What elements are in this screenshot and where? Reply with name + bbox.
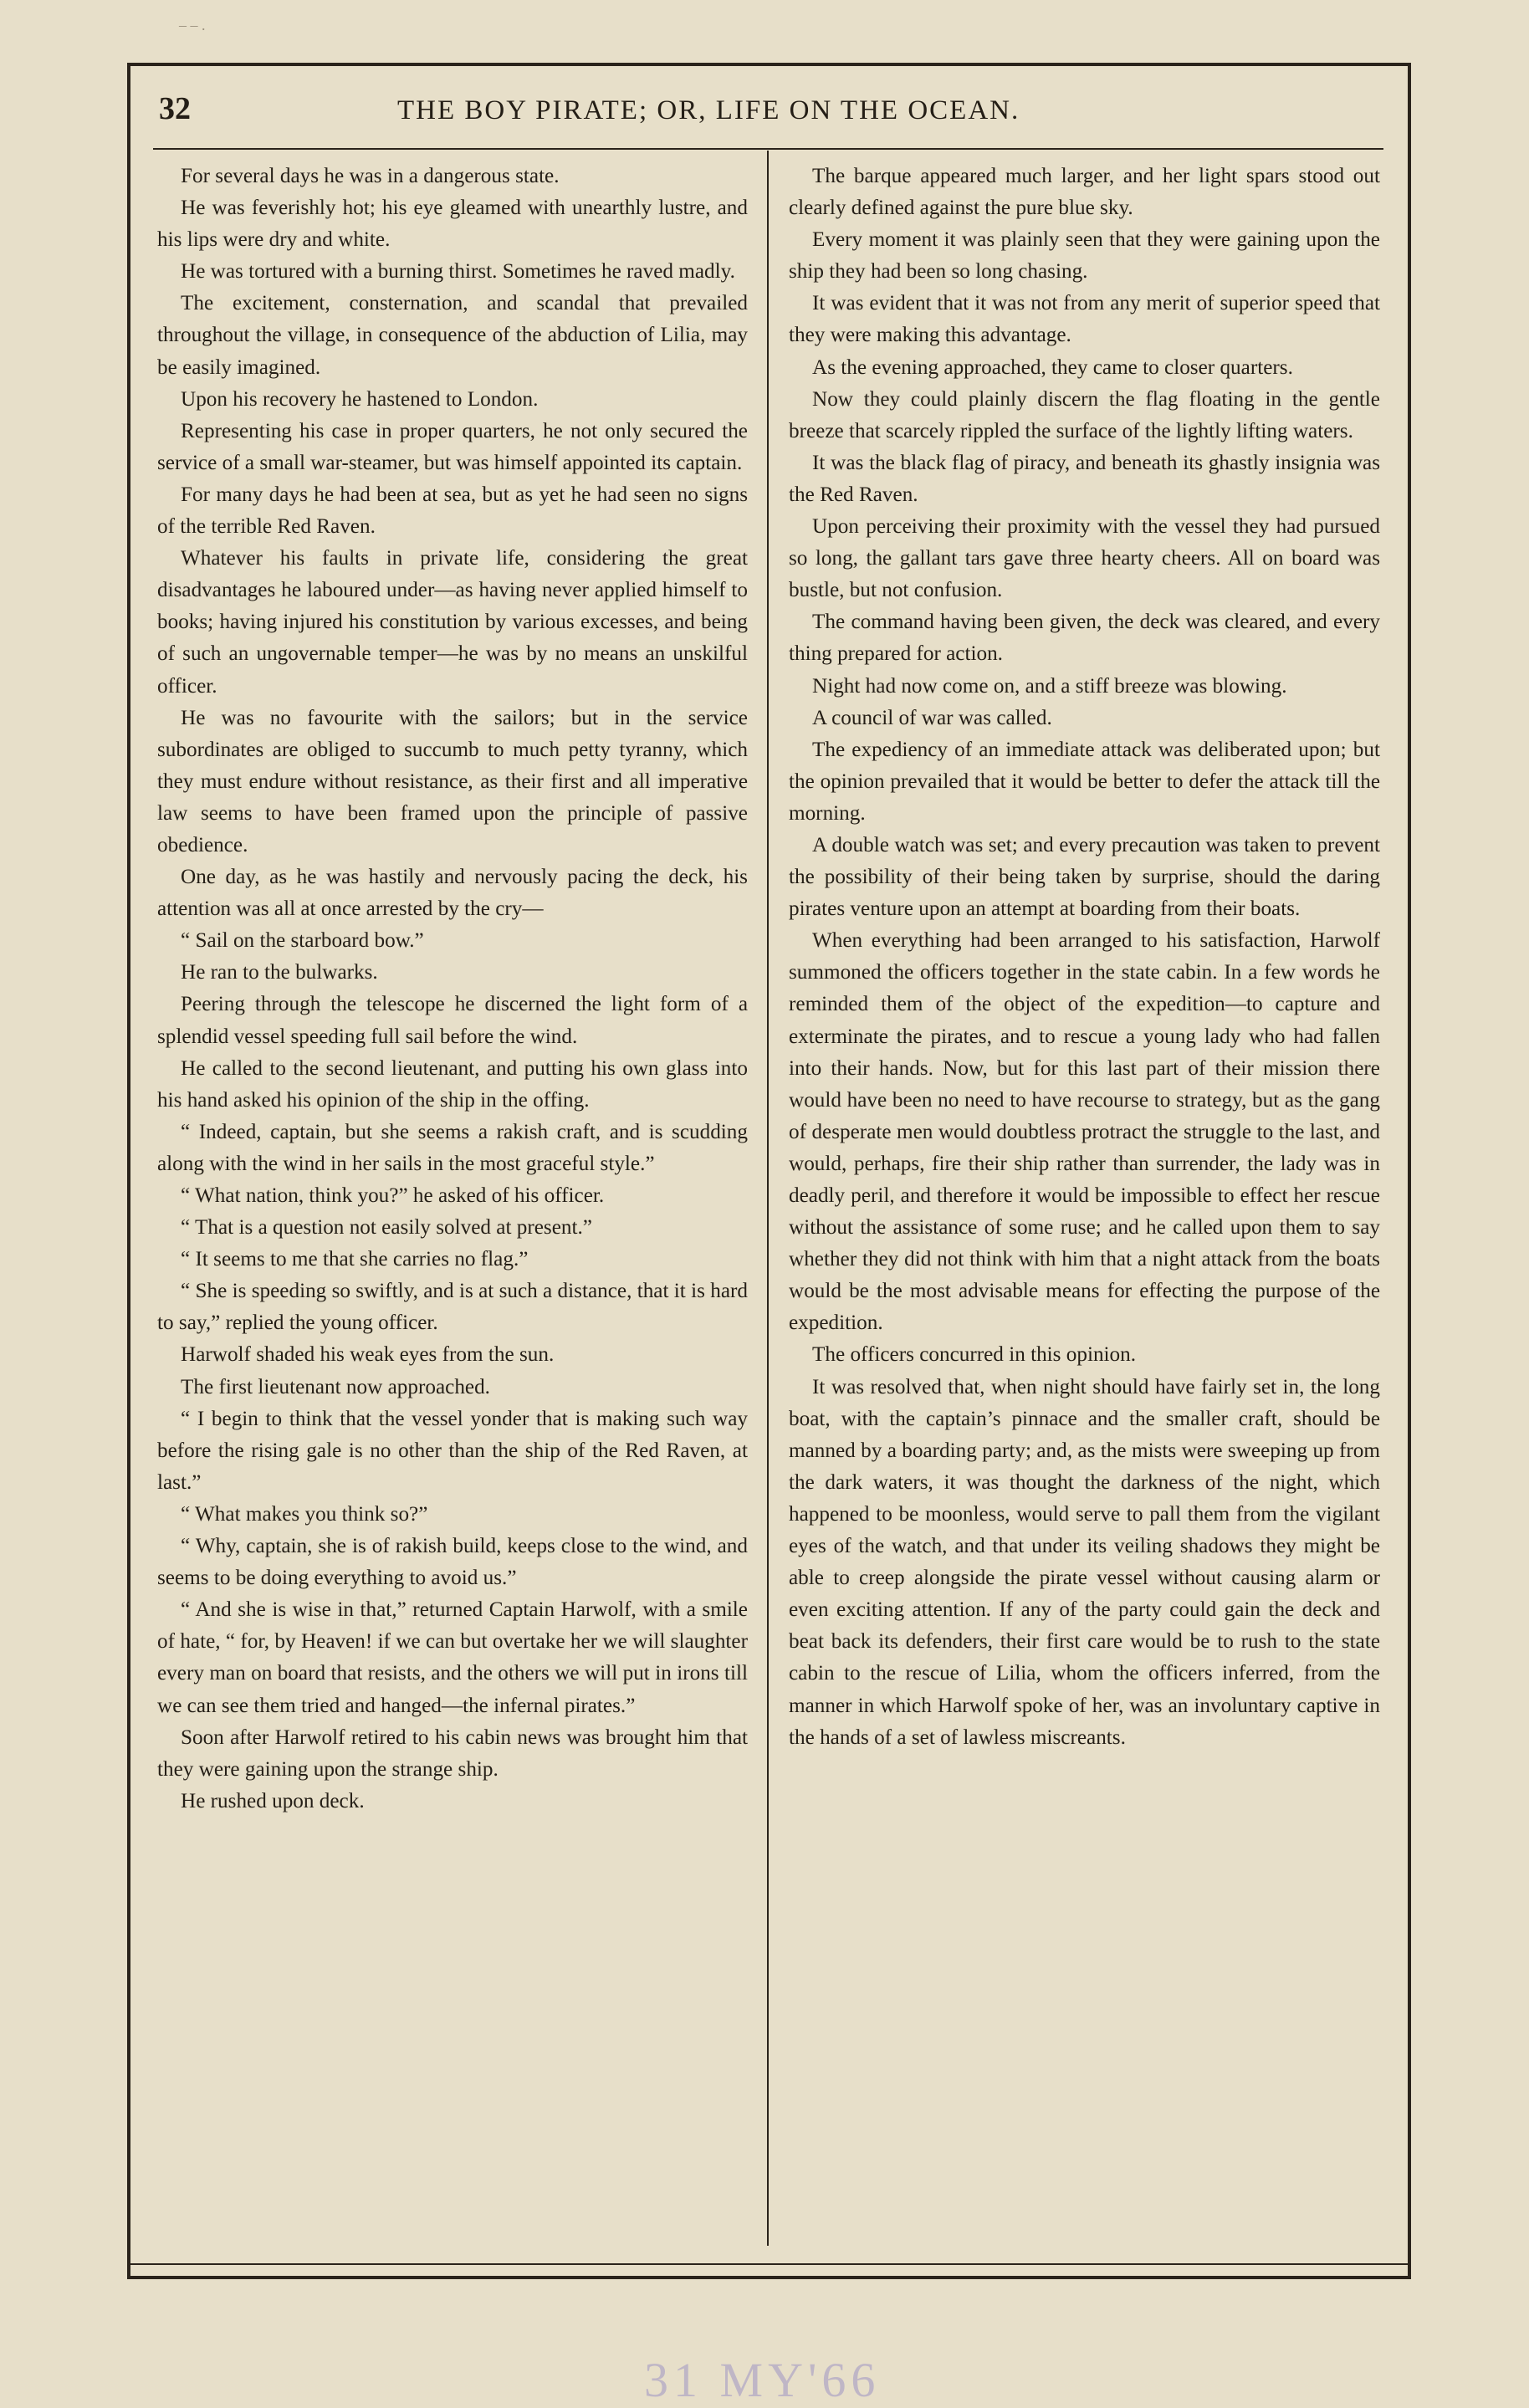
paragraph: He was tortured with a burning thirst. Sometimes he raved madly. xyxy=(181,260,735,284)
paragraph: “ She is speeding so swiftly, and is at such a distance, that it is hard to say,” replied the young officer. xyxy=(157,1280,748,1335)
paragraph: “ It seems to me that she carries no flag.” xyxy=(181,1248,529,1271)
paragraph: For several days he was in a dangerous state. xyxy=(181,165,560,187)
paragraph: As the evening approached, they came to closer quarters. xyxy=(812,355,1293,379)
paragraph: He ran to the bulwarks. xyxy=(181,961,378,984)
paragraph: The barque appeared much larger, and her light spars stood out clearly defined against the pure blue sky. xyxy=(789,165,1380,220)
paragraph: Peering through the telescope he discerned the light form of a splendid vessel speeding full sail before the wind. xyxy=(157,993,748,1048)
paragraph: “ And she is wise in that,” returned Captain Harwolf, with a smile of hate, “ for, by Heaven! if we can but overtake her we will slaughter every man on board that resists, and the others we will put in irons till we can see them tried and hanged—the infernal pirates.” xyxy=(157,1598,748,1717)
paragraph: Night had now come on, and a stiff breeze was blowing. xyxy=(812,674,1287,698)
paragraph: He called to the second lieutenant, and putting his own glass into his hand asked his opinion of the ship in the offing. xyxy=(157,1056,748,1112)
paragraph: Representing his case in proper quarters, he not only secured the service of a small war-steamer, but was himself appointed its captain. xyxy=(157,419,748,474)
paragraph: One day, as he was hastily and nervously pacing the deck, his attention was all at once arrested by the cry— xyxy=(157,866,748,921)
page-header xyxy=(155,90,1384,141)
paragraph: A double watch was set; and every precaution was taken to prevent the possibility of their being taken by surprise, should the daring pirates venture upon an attempt at boarding from their boats. xyxy=(789,833,1380,921)
paragraph: For many days he had been at sea, but as yet he had seen no signs of the terrible Red Raven. xyxy=(157,483,748,539)
paragraph: “ That is a question not easily solved at present.” xyxy=(181,1216,592,1240)
paragraph: Upon perceiving their proximity with the vessel they had pursued so long, the gallant tars gave three hearty cheers. All on board was bustle, but not confusion. xyxy=(789,515,1380,602)
right-column xyxy=(789,161,1380,1754)
page-border-inner-rule xyxy=(127,2263,1411,2265)
paragraph: The excitement, consternation, and scandal that prevailed throughout the village, in consequence of the abduction of Lilia, may be easily imagined. xyxy=(157,292,748,379)
header-rule xyxy=(153,148,1383,150)
paragraph: “ What makes you think so?” xyxy=(181,1502,428,1526)
paragraph: He rushed upon deck. xyxy=(181,1789,365,1812)
column-divider xyxy=(767,151,769,2246)
scan-marks: – – . xyxy=(179,17,206,33)
paragraph: When everything had been arranged to his satisfaction, Harwolf summoned the officers together in the state cabin. In a few words he reminded them of the object of the expedition—to capture and exterminate the pirates, and to rescue a young lady who had fallen into their hands. Now, but for this last part of their mission there would have been no need to have recourse to strategy, but as the gang of desperate men would doubtless protract the struggle to the last, and would, perhaps, fire their ship rather than surrender, the lady was in deadly peril, and therefore it would be impossible to effect her rescue without the assistance of some ruse; and he called upon them to say whether they did not think with him that a night attack from the boats would be the most advisable means for effecting the purpose of the expedition. xyxy=(789,929,1380,1335)
paragraph: He was feverishly hot; his eye gleamed with unearthly lustre, and his lips were dry and white. xyxy=(157,197,748,252)
paragraph: Upon his recovery he hastened to London. xyxy=(181,387,539,411)
page-number: 32 xyxy=(159,91,191,126)
paragraph: “ I begin to think that the vessel yonder that is making such way before the rising gale is no other than the ship of the Red Raven, at last.” xyxy=(157,1407,748,1494)
paragraph: He was no favourite with the sailors; but in the service subordinates are obliged to succumb to much petty tyranny, which they must endure without resistance, as their first and all imperative law seems to have been framed upon the principle of passive obedience. xyxy=(157,706,748,856)
paragraph: The command having been given, the deck was cleared, and every thing prepared for action. xyxy=(789,611,1380,666)
paragraph: Every moment it was plainly seen that they were gaining upon the ship they had been so long chasing. xyxy=(789,228,1380,284)
paragraph: The officers concurred in this opinion. xyxy=(812,1343,1137,1367)
date-stamp: 31 MY'66 xyxy=(644,2353,881,2407)
paragraph: Whatever his faults in private life, considering the great disadvantages he laboured under—as having never applied himself to books; having injured his constitution by various excesses, and being of such an ungovernable temper—he was by no means an unskilful officer. xyxy=(157,547,748,698)
left-column xyxy=(157,161,748,1818)
paragraph: It was evident that it was not from any merit of superior speed that they were making this advantage. xyxy=(789,292,1380,347)
paragraph: Now they could plainly discern the flag floating in the gentle breeze that scarcely rippled the surface of the lightly lifting waters. xyxy=(789,387,1380,442)
paragraph: “ What nation, think you?” he asked of his officer. xyxy=(181,1184,605,1207)
paragraph: Harwolf shaded his weak eyes from the sun. xyxy=(181,1343,555,1367)
paragraph: It was the black flag of piracy, and beneath its ghastly insignia was the Red Raven. xyxy=(789,451,1380,506)
running-title: THE BOY PIRATE; OR, LIFE ON THE OCEAN. xyxy=(397,95,1020,125)
paragraph: “ Why, captain, she is of rakish build, keeps close to the wind, and seems to be doing everything to avoid us.” xyxy=(157,1535,748,1590)
paragraph: “ Indeed, captain, but she seems a rakish craft, and is scudding along with the wind in her sails in the most graceful style.” xyxy=(157,1120,748,1175)
paragraph: Soon after Harwolf retired to his cabin news was brought him that they were gaining upon the strange ship. xyxy=(157,1725,748,1781)
paragraph: “ Sail on the starboard bow.” xyxy=(181,929,424,953)
paragraph: The first lieutenant now approached. xyxy=(181,1375,490,1398)
paragraph: The expediency of an immediate attack was deliberated upon; but the opinion prevailed that it would be better to defer the attack till the morning. xyxy=(789,738,1380,825)
paragraph: A council of war was called. xyxy=(812,706,1052,729)
paragraph: It was resolved that, when night should have fairly set in, the long boat, with the captain’s pinnace and the smaller craft, should be manned by a boarding party; and, as the mists were sweeping up from the dark waters, it was thought the darkness of the night, which happened to be moonless, would serve to pall them from the vigilant eyes of the watch, and that under its veiling shadows they might be able to creep alongside the pirate vessel without causing alarm or even exciting attention. If any of the party could gain the deck and beat back its defenders, their first care would be to rush to the state cabin to the rescue of Lilia, whom the officers inferred, from the manner in which Harwolf spoke of her, was an involuntary captive in the hands of a set of lawless miscreants. xyxy=(789,1375,1380,1749)
